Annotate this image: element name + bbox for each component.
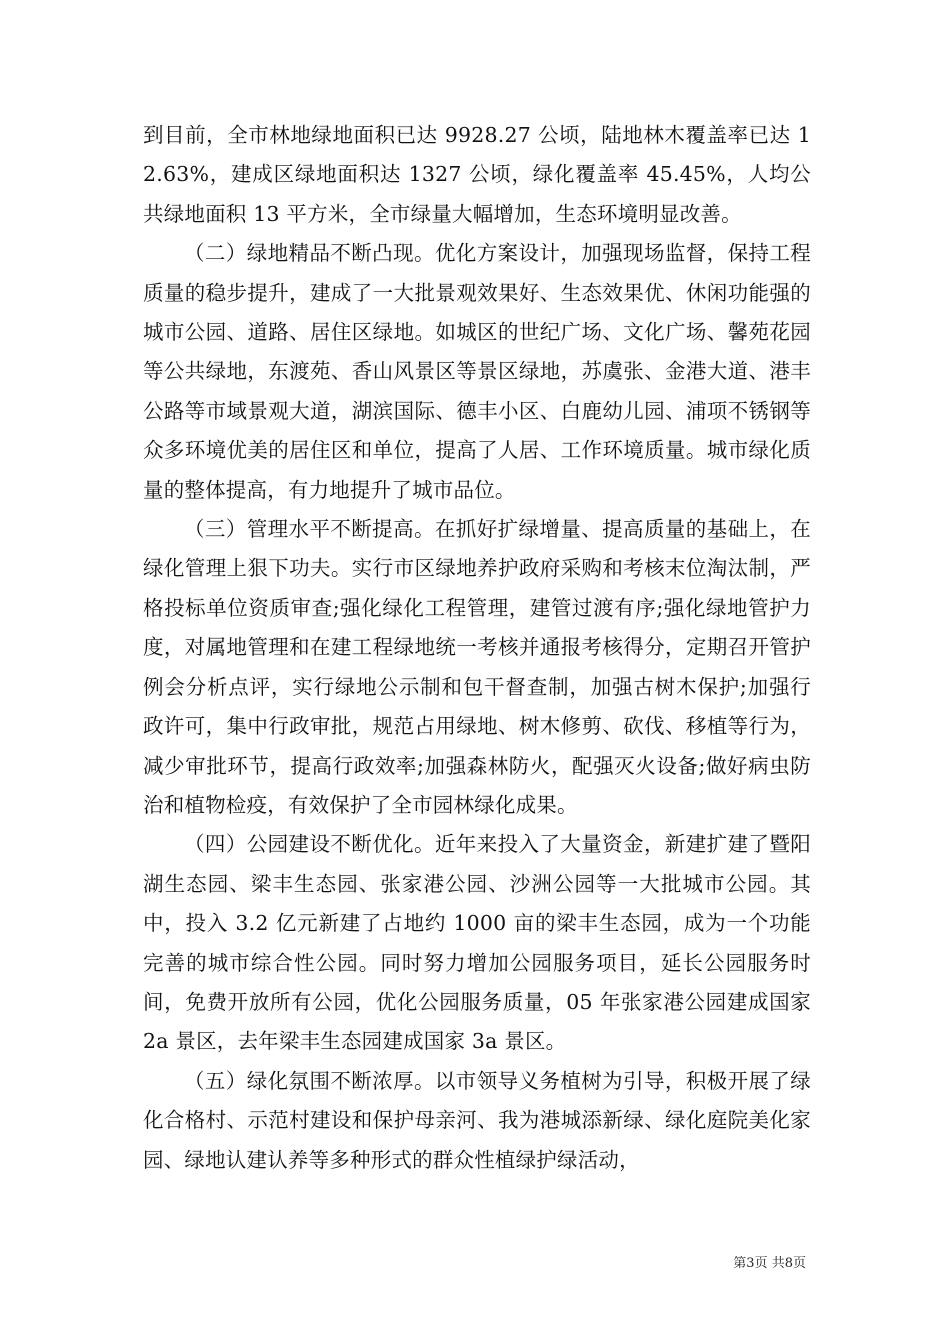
paragraph-statistics: 到目前，全市林地绿地面积已达 9928.27 公顷，陆地林木覆盖率已达 12.63%，建成区绿地面积达 1327 公顷，绿化覆盖率 45.45%，人均公共绿地面积 13 平方米，全市绿量大幅增加，生态环境明显改善。	[143, 123, 811, 226]
total-pages-number: 8	[784, 1256, 793, 1271]
paragraph-green-space-quality: （二）绿地精品不断凸现。优化方案设计，加强现场监督，保持工程质量的稳步提升，建成了一大批景观效果好、生态效果优、休闲功能强的城市公园、道路、居住区绿地。如城区的世纪广场、文化广场、馨苑花园等公共绿地，东渡苑、香山风景区等景区绿地，苏虞张、金港大道、港丰公路等市域景观大道，湖滨国际、德丰小区、白鹿幼儿园、浦项不锈钢等众多环境优美的居住区和单位，提高了人居、工作环境质量。城市绿化质量的整体提高，有力地提升了城市品位。	[143, 241, 811, 502]
page-footer	[0, 1256, 806, 1272]
paragraph-management: （三）管理水平不断提高。在抓好扩绿增量、提高质量的基础上，在绿化管理上狠下功夫。实行市区绿地养护政府采购和考核末位淘汰制，严格投标单位资质审查;强化绿化工程管理，建管过渡有序;强化绿地管护力度，对属地管理和在建工程绿地统一考核并通报考核得分，定期召开管护例会分析点评，实行绿地公示制和包干督查制，加强古树木保护;加强行政许可，集中行政审批，规范占用绿地、树木修剪、砍伐、移植等行为，减少审批环节，提高行政效率;加强森林防火，配强灭火设备;做好病虫防治和植物检疫，有效保护了全市园林绿化成果。	[143, 517, 811, 817]
document-body	[143, 116, 811, 1180]
page-prefix: 第	[733, 1256, 747, 1271]
paragraph-park-construction: （四）公园建设不断优化。近年来投入了大量资金，新建扩建了暨阳湖生态园、梁丰生态园、张家港公园、沙洲公园等一大批城市公园。其中，投入 3.2 亿元新建了占地约 1000 亩的梁丰生态园，成为一个功能完善的城市综合性公园。同时努力增加公园服务项目，延长公园服务时间，免费开放所有公园，优化公园服务质量，05 年张家港公园建成国家 2a 景区，去年梁丰生态园建成国家 3a 景区。	[143, 832, 811, 1054]
page-suffix: 页	[792, 1256, 806, 1271]
current-page-number: 3	[746, 1256, 755, 1271]
paragraph-greening-atmosphere: （五）绿化氛围不断浓厚。以市领导义务植树为引导，积极开展了绿化合格村、示范村建设和保护母亲河、我为港城添新绿、绿化庭院美化家园、绿地认建认养等多种形式的群众性植绿护绿活动，	[143, 1068, 811, 1172]
page-middle: 页 共	[754, 1256, 785, 1271]
